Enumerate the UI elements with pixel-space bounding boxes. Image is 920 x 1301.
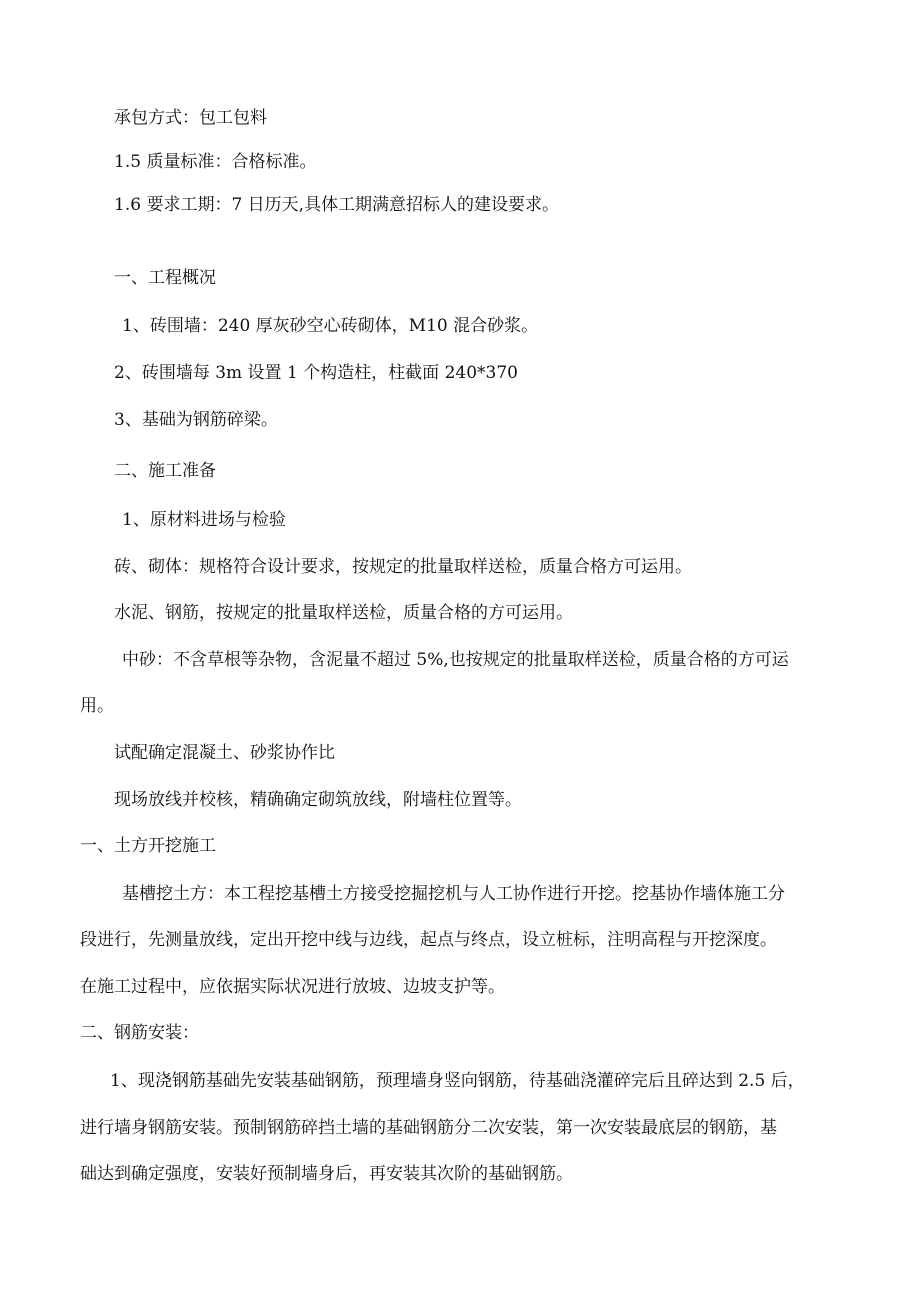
section-heading-rebar: 二、钢筋安装： — [80, 1023, 199, 1043]
paragraph-sand-line-2: 用。 — [80, 696, 114, 716]
paragraph-earthwork-line-3: 在施工过程中，应依据实际状况进行放坡、边坡支护等。 — [80, 977, 505, 997]
paragraph-site-layout: 现场放线并校核，精确确定砌筑放线，附墙柱位置等。 — [114, 790, 522, 810]
overview-item-1: 1、砖围墙：240 厚灰砂空心砖砌体，M10 混合砂浆。 — [122, 316, 539, 336]
paragraph-rebar-line-2: 进行墙身钢筋安装。预制钢筋碎挡土墙的基础钢筋分二次安装，第一次安装最底层的钢筋，基 — [80, 1118, 777, 1138]
contract-mode-line: 承包方式：包工包料 — [114, 108, 267, 128]
paragraph-rebar-line-1: 1、现浇钢筋基础先安装基础钢筋，预理墙身竖向钢筋，待基础浇灌碎完后且碎达到 2.5 后， — [110, 1071, 805, 1091]
paragraph-earthwork-line-1: 基槽挖土方：本工程挖基槽土方接受挖掘挖机与人工协作进行开挖。挖基协作墙体施工分 — [122, 884, 785, 904]
paragraph-earthwork-line-2: 段进行，先测量放线，定出开挖中线与边线，起点与终点，设立桩标，注明高程与开挖深度。 — [80, 930, 777, 950]
preparation-item-1: 1、原材料进场与检验 — [122, 510, 286, 530]
paragraph-sand-line-1: 中砂：不含草根等杂物，含泥量不超过 5%,也按规定的批量取样送检，质量合格的方可运 — [122, 650, 789, 670]
paragraph-cement: 水泥、钢筋，按规定的批量取样送检，质量合格的方可运用。 — [114, 603, 573, 623]
overview-item-3: 3、基础为钢筋碎梁。 — [114, 410, 278, 430]
paragraph-bricks: 砖、砌体：规格符合设计要求，按规定的批量取样送检，质量合格方可运用。 — [114, 557, 692, 577]
paragraph-mix-ratio: 试配确定混凝土、砂浆协作比 — [114, 743, 335, 763]
quality-standard-line: 1.5 质量标准：合格标准。 — [114, 152, 317, 172]
paragraph-rebar-line-3: 础达到确定强度，安装好预制墙身后，再安装其次阶的基础钢筋。 — [80, 1164, 573, 1184]
section-heading-preparation: 二、施工准备 — [114, 461, 216, 481]
section-heading-earthwork: 一、土方开挖施工 — [80, 836, 216, 856]
overview-item-2: 2、砖围墙每 3m 设置 1 个构造柱，柱截面 240*370 — [114, 363, 518, 383]
section-heading-project-overview: 一、工程概况 — [114, 268, 216, 288]
schedule-line: 1.6 要求工期：7 日历天,具体工期满意招标人的建设要求。 — [114, 195, 560, 215]
